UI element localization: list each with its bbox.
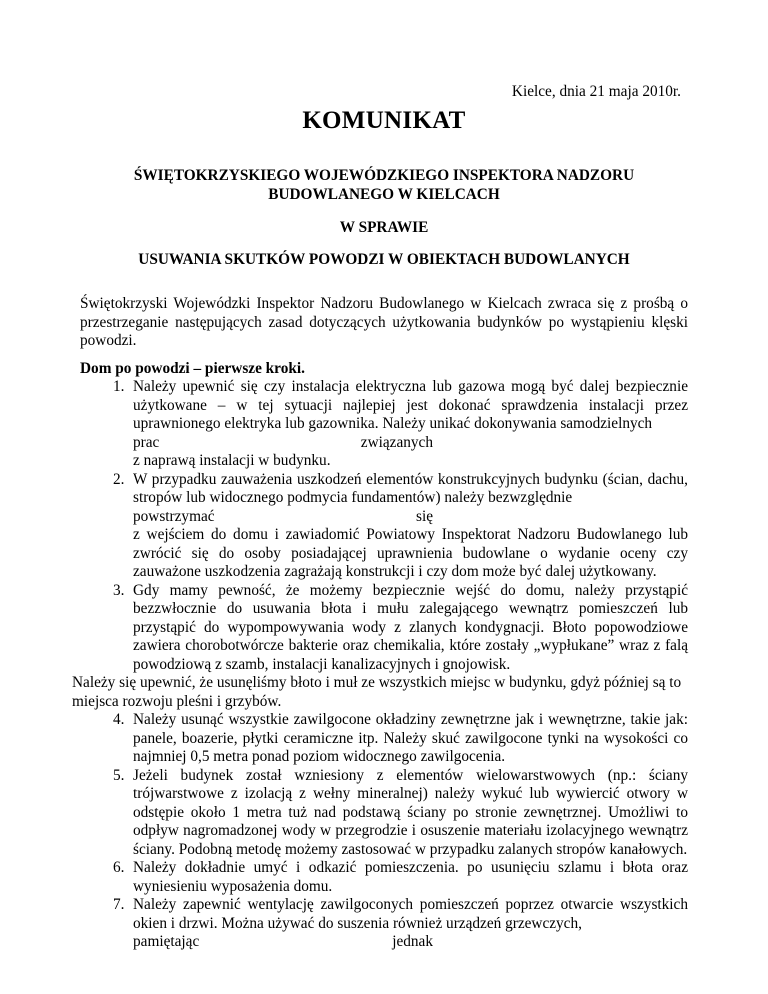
- document-title: KOMUNIKAT: [302, 107, 466, 134]
- subject-label: W SPRAWIE: [339, 219, 429, 236]
- item-text: Gdy mamy pewność, że możemy bezpiecznie wejść do domu, należy przystąpić bezzwłocznie do usuwania błota i mułu zalegającego wewnątrz pomieszczeń lub przystąpić do wypompowywania wody z zlanych kondygnacji. Błoto popowodziowe zawiera chorobotwórcze bakterie oraz chemikalia, które zostały „wypłukane” wraz z falą powodziową z szamb, instalacji kanalizacyjnych i gnojowisk.: [133, 581, 688, 673]
- list-part-1: [80, 378, 688, 674]
- item-text: Jeżeli budynek został wzniesiony z elementów wielowarstwowych (np.: ściany trójwarstwowe z izolacją z wełny mineralnej) należy wykuć lub wywiercić otwory w odstępie około 1 metra tuż nad podstawą ściany po stronie zewnętrznej. Umożliwi to odpływ nagromadzonej wody w przegrodzie i osuszenie materiału izolacyjnego wewnątrz ściany. Podobną metodę możemy zastosować w przypadku zalanych stropów kanałowych.: [133, 766, 688, 858]
- item-split-right: związanych: [360, 433, 433, 451]
- list-item: [80, 767, 688, 860]
- item-split-left: prac: [133, 433, 160, 451]
- item-number: 2.: [113, 470, 125, 488]
- list-item: [80, 859, 688, 896]
- item-number: 3.: [113, 581, 125, 599]
- item-split-right: się: [416, 507, 433, 525]
- item-tail: z wejściem do domu i zawiadomić Powiatowy Inspektorat Nadzoru Budowlanego lub zwrócić się do osoby posiadającej uprawnienia budowlane o wydanie oceny czy zauważone uszkodzenia zagrażają konstrukcji i czy dom może być dalej użytkowany.: [133, 526, 688, 580]
- item-split-line: [133, 434, 433, 453]
- item-number: 4.: [113, 711, 125, 728]
- item-text: Należy usunąć wszystkie zawilgocone okładziny zewnętrzne jak i wewnętrzne, takie jak: panele, boazerie, płytki ceramiczne itp. Należy skuć zawilgocone tynki na wysokości co najmniej 0,5 metra ponad poziom widocznego zawilgocenia.: [133, 711, 688, 765]
- instructions-list: [72, 378, 688, 952]
- authority-heading: [80, 167, 688, 204]
- list-part-2: [80, 711, 688, 952]
- authority-line-2: BUDOWLANEGO W KIELCACH: [268, 185, 500, 203]
- item-split-line: [133, 933, 433, 952]
- authority-line-1: ŚWIĘTOKRZYSKIEGO WOJEWÓDZKIEGO INSPEKTORA NADZORU: [133, 167, 635, 184]
- subject-heading: USUWANIA SKUTKÓW POWODZI W OBIEKTACH BUDOWLANYCH: [138, 251, 630, 268]
- item-split-line: [133, 508, 433, 527]
- date-line: Kielce, dnia 21 maja 2010r.: [511, 83, 681, 100]
- note-paragraph: Należy się upewnić, że usunęliśmy błoto i muł ze wszystkich miejsc w budynku, gdyż później są to miejsca rozwoju pleśni i grzybów.: [72, 674, 682, 710]
- item-text: Należy upewnić się czy instalacja elektryczna lub gazowa mogą być dalej bezpiecznie użytkowane – w tej sytuacji najlepiej jest dokonać sprawdzenia instalacji przez uprawnionego elektryka lub gazownika. Należy unikać dokonywania samodzielnych: [133, 378, 688, 432]
- intro-paragraph: Świętokrzyski Wojewódzki Inspektor Nadzoru Budowlanego w Kielcach zwraca się z prośbą o przestrzeganie następujących zasad dotyczących użytkowania budynków po wystąpieniu klęski powodzi.: [80, 295, 688, 349]
- list-item: [80, 711, 688, 767]
- item-split-right: jednak: [392, 933, 433, 950]
- item-split-left: powstrzymać: [133, 507, 215, 525]
- item-number: 7.: [113, 896, 125, 913]
- item-number: 1.: [113, 378, 125, 395]
- item-text: W przypadku zauważenia uszkodzeń elementów konstrukcyjnych budynku (ścian, dachu, stropów lub widocznego podmycia fundamentów) należy bezwzględnie: [133, 470, 688, 506]
- item-split-left: pamiętając: [133, 933, 200, 950]
- item-tail: z naprawą instalacji w budynku.: [133, 452, 331, 469]
- item-text: Należy zapewnić wentylację zawilgoconych pomieszczeń poprzez otwarcie wszystkich okien i drzwi. Można używać do suszenia również urządzeń grzewczych,: [133, 896, 688, 932]
- item-number: 5.: [113, 766, 125, 784]
- list-item: [80, 471, 688, 582]
- item-text: Należy dokładnie umyć i odkazić pomieszczenia. po usunięciu szlamu i błota oraz wyniesieniu wyposażenia domu.: [133, 859, 688, 895]
- list-item: [80, 896, 688, 952]
- section-title: Dom po powodzi – pierwsze kroki.: [80, 360, 305, 377]
- item-number: 6.: [113, 859, 125, 876]
- list-item: [80, 378, 688, 471]
- list-item: [80, 582, 688, 675]
